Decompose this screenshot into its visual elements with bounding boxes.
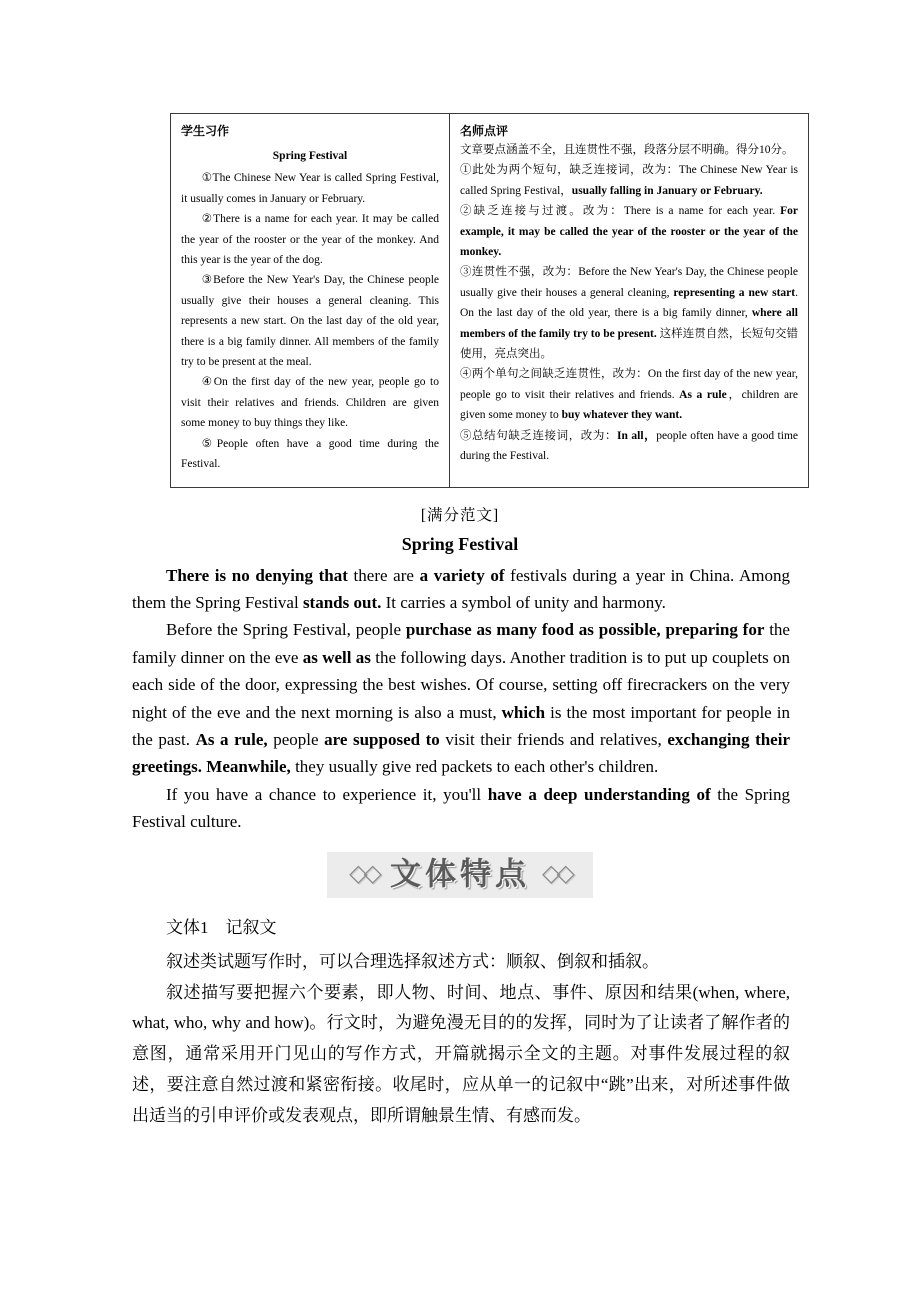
essay-paragraph: There is no denying that there are a variety of festivals during a year in China. Among them the Spring Festival stands out. It carries a symbol of unity and harmony. xyxy=(132,565,791,612)
student-essay-title: Spring Festival xyxy=(272,150,348,162)
essay-title: Spring Festival xyxy=(401,533,519,554)
teacher-comment: 文章要点涵盖不全，且连贯性不强，段落分层不明确。得分10分。 xyxy=(460,144,794,156)
correction-table xyxy=(170,113,809,488)
teacher-comment: ⑤总结句缺乏连接词，改为：In all，people often have a good time during the Festival. xyxy=(460,429,798,463)
teacher-comment: ④两个单句之间缺乏连贯性，改为：On the first day of the new year, people go to visit their relatives and friends. As a rule，children are given some money to buy whatever they want. xyxy=(460,368,798,422)
genre-paragraph: 叙述类试题写作时，可以合理选择叙述方式：顺叙、倒叙和插叙。 xyxy=(166,951,659,971)
student-paragraph: ③Before the New Year's Day, the Chinese people usually give their houses a general cleaning. This represents a new start. On the last day of the old year, there is a big family dinner. All members of the family try to be present at the meal. xyxy=(181,274,439,369)
genre-section xyxy=(132,913,790,1132)
student-paragraph: ②There is a name for each year. It may be called the year of the rooster or the year of the monkey. And this year is the year of the dog. xyxy=(181,213,439,267)
model-essay-body xyxy=(132,562,790,836)
diamond-ornament-right-icon: ◇◇ xyxy=(542,860,571,887)
student-paragraph: ④On the first day of the new year, people go to visit their relatives and friends. Children are given some money to buy things they like. xyxy=(181,376,439,430)
model-essay-label: [满分范文] xyxy=(420,506,500,524)
essay-paragraph: Before the Spring Festival, people purchase as many food as possible, preparing for the family dinner on the eve as well as the following days. Another tradition is to put up couplets on each side of the door, expressing the best wishes. Of course, setting off firecrackers on the very night of the eve and the next morning is also a must, which is the most important for people in the past. As a rule, people are supposed to visit their friends and relatives, exchanging their greetings. Meanwhile, they usually give red packets to each other's children. xyxy=(132,620,791,777)
teacher-box-header: 名师点评 xyxy=(460,124,509,138)
teacher-comment: ③连贯性不强，改为：Before the New Year's Day, the Chinese people usually give their houses a general cleaning, representing a new start. On the last day of the old year, there is a big family dinner, where all members of the family try to be present. 这样连贯自然，长短句交错使用，亮点突出。 xyxy=(460,266,798,361)
genre-subheading: 文体1 记叙文 xyxy=(166,917,277,937)
student-paragraph: ⑤People often have a good time during the Festival. xyxy=(181,437,439,471)
student-paragraph: ①The Chinese New Year is called Spring Festival, it usually comes in January or February. xyxy=(181,172,439,205)
section-banner-row xyxy=(0,852,920,898)
teacher-comments-box xyxy=(449,113,809,488)
diamond-ornament-left-icon: ◇◇ xyxy=(349,860,378,887)
section-banner xyxy=(327,852,593,898)
teacher-comment: ①此处为两个短句，缺乏连接词，改为：The Chinese New Year is called Spring Festival，usually falling in January or February. xyxy=(460,164,798,197)
student-box-header: 学生习作 xyxy=(181,124,230,138)
genre-paragraph: 叙述描写要把握六个要素，即人物、时间、地点、事件、原因和结果(when, where, what, who, why and how)。行文时，为避免漫无目的的发挥，同时为了让读者了解作者的意图，通常采用开门见山的写作方式，开篇就揭示全文的主题。对事件发展过程的叙述，要注意自然过渡和紧密衔接。收尾时，应从单一的记叙中“跳”出来，对所述事件做出适当的引申评价或发表观点，即所谓触景生情、有感而发。 xyxy=(132,982,790,1125)
essay-paragraph: If you have a chance to experience it, you'll have a deep understanding of the Spring Festival culture. xyxy=(132,784,791,832)
section-banner-title: 文体特点 xyxy=(390,855,530,891)
student-writing-box xyxy=(170,113,449,488)
teacher-comment: ②缺乏连接与过渡。改为：There is a name for each year. For example, it may be called the year of the rooster or the year of the monkey. xyxy=(460,205,798,259)
